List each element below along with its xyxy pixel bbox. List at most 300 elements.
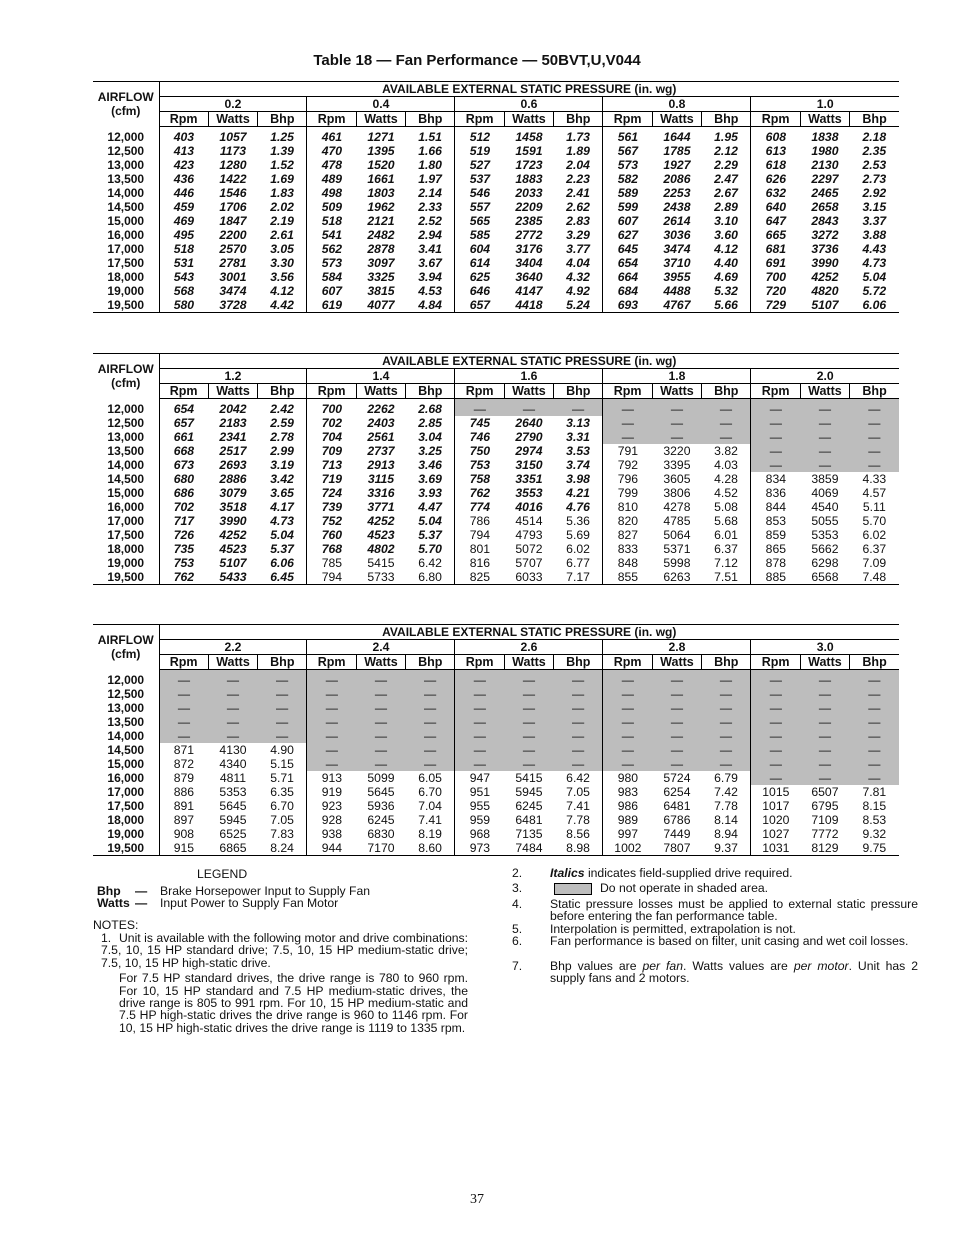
data-cell: 719	[307, 472, 356, 486]
sub-column-header: Rpm	[159, 384, 208, 399]
data-cell: —	[406, 670, 455, 688]
data-cell: 6.77	[566, 556, 590, 570]
data-cell: 3.13	[566, 416, 590, 430]
data-cell: —	[455, 670, 504, 688]
data-cell: 799	[603, 486, 652, 500]
data-cell: —	[356, 701, 405, 715]
data-cell: —	[455, 757, 504, 771]
data-cell: 3.15	[862, 200, 887, 214]
data-cell: —	[751, 701, 800, 715]
table-row	[93, 416, 899, 430]
data-cell: 2042	[219, 402, 247, 416]
data-cell: 897	[159, 813, 208, 827]
pressure-column-header: 3.0	[751, 640, 899, 655]
note-6-text: Fan performance is based on filter, unit casing and wet coil losses.	[550, 934, 909, 948]
data-cell: 1706	[219, 200, 247, 214]
data-cell: 915	[159, 841, 208, 856]
data-cell: 4016	[515, 500, 543, 514]
data-cell: 7.05	[270, 813, 294, 827]
data-cell: —	[406, 701, 455, 715]
data-cell: 792	[603, 458, 652, 472]
data-cell: —	[800, 701, 849, 715]
data-cell: —	[504, 687, 553, 701]
data-cell: 3.31	[566, 430, 590, 444]
data-cell: 702	[307, 416, 356, 430]
data-cell: —	[208, 670, 257, 688]
data-cell: 4252	[219, 528, 247, 542]
data-cell: —	[751, 458, 800, 472]
table-row	[93, 827, 899, 841]
static-pressure-header: AVAILABLE EXTERNAL STATIC PRESSURE (in. wg)	[159, 625, 899, 640]
data-cell: 9.75	[850, 841, 899, 856]
data-cell: 567	[603, 144, 652, 158]
data-cell: 7.48	[850, 570, 899, 585]
data-cell: —	[800, 729, 849, 743]
data-cell: —	[504, 757, 553, 771]
data-cell: 469	[159, 214, 208, 228]
data-cell: 4077	[356, 298, 405, 313]
data-cell: 5099	[367, 771, 395, 785]
data-cell: 5064	[663, 528, 691, 542]
data-cell: 6507	[811, 785, 839, 799]
data-cell: —	[554, 670, 603, 688]
sub-column-header: Bhp	[850, 655, 899, 670]
data-cell: 3097	[367, 256, 395, 270]
data-cell: 413	[159, 144, 208, 158]
data-cell: 871	[159, 743, 208, 757]
data-cell: —	[702, 715, 751, 729]
pressure-column-header: 1.8	[603, 369, 751, 384]
data-cell: 6.70	[270, 799, 294, 813]
data-cell: 5.68	[714, 514, 738, 528]
data-cell: 3859	[811, 472, 839, 486]
data-cell: 7109	[811, 813, 839, 827]
data-cell: 768	[307, 542, 356, 556]
data-cell: 794	[455, 528, 504, 542]
data-cell: 4.92	[566, 284, 590, 298]
airflow-cell: 14,500	[107, 200, 145, 214]
data-cell: 2385	[515, 214, 543, 228]
sub-column-header: Bhp	[554, 384, 603, 399]
data-cell: 1280	[219, 158, 247, 172]
data-cell: 565	[455, 214, 504, 228]
data-cell: 3351	[515, 472, 543, 486]
legend-dash: —	[135, 884, 148, 898]
data-cell: —	[455, 399, 504, 417]
airflow-cell: 12,500	[107, 144, 145, 158]
data-cell: —	[208, 687, 257, 701]
data-cell: 989	[603, 813, 652, 827]
table-row	[93, 127, 899, 145]
data-cell: 3.25	[418, 444, 442, 458]
data-cell: 657	[455, 298, 504, 313]
data-cell: 983	[603, 785, 652, 799]
data-cell: —	[850, 743, 899, 757]
data-cell: 5.37	[418, 528, 442, 542]
data-cell: —	[800, 458, 849, 472]
sub-column-header: Watts	[208, 112, 257, 127]
data-cell: 717	[159, 514, 208, 528]
data-cell: —	[258, 701, 307, 715]
data-cell: 4.73	[270, 514, 294, 528]
data-cell: —	[850, 670, 899, 688]
data-cell: 3272	[811, 228, 839, 242]
airflow-cell: 12,000	[107, 129, 145, 144]
data-cell: —	[554, 757, 603, 771]
data-cell: 5371	[663, 542, 691, 556]
data-cell: 4278	[663, 500, 691, 514]
data-cell: 6.37	[862, 542, 887, 556]
data-cell: —	[850, 458, 899, 472]
data-cell: 891	[159, 799, 208, 813]
sub-column-header: Rpm	[307, 384, 356, 399]
data-cell: 2.73	[862, 172, 887, 186]
data-cell: 1458	[515, 130, 543, 144]
data-cell: 613	[751, 144, 800, 158]
data-cell: 7170	[356, 841, 405, 856]
data-cell: 6.37	[714, 542, 738, 556]
airflow-cell: 14,500	[107, 472, 145, 486]
airflow-cell: 13,000	[107, 158, 145, 172]
data-cell: 844	[751, 500, 800, 514]
sub-column-header: Bhp	[850, 384, 899, 399]
data-cell: 543	[159, 270, 208, 284]
data-cell: 5415	[515, 771, 543, 785]
pressure-column-header: 1.2	[159, 369, 307, 384]
data-cell: 938	[307, 827, 356, 841]
data-cell: 3316	[367, 486, 395, 500]
note-2-number: 2.	[512, 866, 523, 880]
data-cell: —	[307, 743, 356, 757]
data-cell: 3036	[663, 228, 691, 242]
data-cell: 3.67	[418, 256, 442, 270]
data-cell: —	[554, 715, 603, 729]
data-cell: 794	[307, 570, 356, 585]
data-cell: 4514	[515, 514, 543, 528]
sub-column-header: Rpm	[455, 655, 504, 670]
data-cell: 2.02	[270, 200, 294, 214]
data-cell: 1927	[663, 158, 691, 172]
table-row	[93, 500, 899, 514]
data-cell: 4.53	[418, 284, 442, 298]
data-cell: 834	[751, 472, 800, 486]
data-cell: 5724	[663, 771, 691, 785]
airflow-cell: 12,000	[107, 401, 145, 416]
table-row	[93, 670, 899, 688]
data-cell: —	[702, 670, 751, 688]
data-cell: 1027	[751, 827, 800, 841]
data-cell: 752	[307, 514, 356, 528]
airflow-unit: (cfm)	[111, 376, 141, 391]
data-cell: —	[307, 670, 356, 688]
legend-dash: —	[135, 896, 148, 910]
table-row	[93, 841, 899, 856]
sub-column-header: Bhp	[406, 384, 455, 399]
data-cell: 3.93	[418, 486, 442, 500]
data-cell: 3.05	[270, 242, 294, 256]
data-cell: 913	[307, 771, 356, 785]
data-cell: 4.04	[566, 256, 590, 270]
data-cell: —	[850, 771, 899, 785]
data-cell: 8129	[800, 841, 849, 856]
data-cell: 973	[455, 841, 504, 856]
pressure-column-header: 0.6	[455, 97, 603, 112]
data-cell: 3.41	[418, 242, 442, 256]
data-cell: —	[504, 399, 553, 417]
sub-column-header: Watts	[652, 112, 701, 127]
data-cell: 1017	[751, 799, 800, 813]
airflow-cell: 15,000	[107, 486, 145, 500]
data-cell: 997	[603, 827, 652, 841]
data-cell: —	[603, 670, 652, 688]
data-cell: 7.04	[418, 799, 442, 813]
data-cell: 2482	[367, 228, 395, 242]
data-cell: 760	[307, 528, 356, 542]
data-cell: —	[751, 743, 800, 757]
data-cell: —	[307, 757, 356, 771]
airflow-cell: 16,000	[107, 771, 145, 785]
static-pressure-header: AVAILABLE EXTERNAL STATIC PRESSURE (in. wg)	[159, 354, 899, 369]
data-cell: 3325	[367, 270, 395, 284]
data-cell: —	[356, 757, 405, 771]
data-cell: 5.69	[566, 528, 590, 542]
data-cell: —	[652, 729, 701, 743]
sub-column-header: Watts	[800, 655, 849, 670]
data-cell: 7.05	[566, 785, 590, 799]
data-cell: 2438	[663, 200, 691, 214]
data-cell: 833	[603, 542, 652, 556]
data-cell: 6.06	[850, 298, 899, 313]
table-row	[93, 284, 899, 298]
data-cell: 589	[603, 186, 652, 200]
data-cell: 6481	[515, 813, 543, 827]
data-cell: 582	[603, 172, 652, 186]
airflow-cell: 13,000	[107, 430, 145, 444]
airflow-cell: 15,000	[107, 757, 145, 771]
data-cell: 1.69	[270, 172, 294, 186]
legend-watts	[97, 896, 338, 910]
data-cell: 7.09	[862, 556, 887, 570]
data-cell: —	[504, 729, 553, 743]
data-cell: 7.12	[714, 556, 738, 570]
data-cell: 2086	[663, 172, 691, 186]
data-cell: —	[800, 715, 849, 729]
data-cell: 8.53	[862, 813, 887, 827]
data-cell: 4.90	[270, 743, 294, 757]
data-cell: 3955	[663, 270, 691, 284]
data-cell: —	[800, 416, 849, 430]
data-cell: 5.36	[566, 514, 590, 528]
sub-column-header: Watts	[504, 384, 553, 399]
data-cell: 541	[307, 228, 356, 242]
data-cell: 853	[751, 514, 800, 528]
pressure-column-header: 0.2	[159, 97, 307, 112]
airflow-cell: 19,000	[107, 284, 145, 298]
data-cell: 645	[603, 242, 652, 256]
airflow-unit: (cfm)	[111, 647, 141, 662]
data-cell: 2.59	[270, 416, 294, 430]
data-cell: 661	[159, 430, 208, 444]
data-cell: 4.28	[714, 472, 738, 486]
pressure-column-header: 1.6	[455, 369, 603, 384]
data-cell: 7.78	[566, 813, 590, 827]
data-cell: 7.51	[702, 570, 751, 585]
data-cell: —	[258, 687, 307, 701]
data-cell: 2.94	[418, 228, 442, 242]
data-cell: 585	[455, 228, 504, 242]
data-cell: 6786	[663, 813, 691, 827]
data-cell: 3710	[663, 256, 691, 270]
data-cell: 607	[307, 284, 356, 298]
note-7-text-c: . Watts values are	[682, 959, 794, 973]
data-cell: 2.92	[862, 186, 887, 200]
data-cell: 3.19	[270, 458, 294, 472]
data-cell: 944	[307, 841, 356, 856]
data-cell: —	[406, 729, 455, 743]
data-cell: 2878	[367, 242, 395, 256]
data-cell: —	[356, 687, 405, 701]
data-cell: 713	[307, 458, 356, 472]
data-cell: 7807	[652, 841, 701, 856]
data-cell: 2517	[219, 444, 247, 458]
data-cell: 704	[307, 430, 356, 444]
data-cell: —	[603, 701, 652, 715]
data-cell: 640	[751, 200, 800, 214]
airflow-cell: 17,000	[107, 514, 145, 528]
data-cell: —	[603, 430, 652, 444]
data-cell: 5.37	[270, 542, 294, 556]
data-cell: 2.23	[566, 172, 590, 186]
sub-column-header: Watts	[356, 655, 405, 670]
legend-watts-abbr: Watts	[97, 896, 130, 910]
airflow-cell: 19,500	[93, 570, 159, 585]
data-cell: 4252	[367, 514, 395, 528]
data-cell: 6.80	[406, 570, 455, 585]
data-cell: —	[751, 729, 800, 743]
data-cell: 608	[751, 127, 800, 145]
data-cell: 6.79	[714, 771, 738, 785]
data-cell: 5072	[515, 542, 543, 556]
note-2-text: indicates field-supplied drive required.	[584, 866, 793, 880]
data-cell: 3.42	[270, 472, 294, 486]
data-cell: 2913	[367, 458, 395, 472]
data-cell: —	[850, 416, 899, 430]
table-row	[93, 757, 899, 771]
legend-bhp-abbr: Bhp	[97, 884, 121, 898]
data-cell: 7.83	[270, 827, 294, 841]
data-cell: 2403	[367, 416, 395, 430]
table-row	[93, 256, 899, 270]
data-cell: 2.42	[270, 402, 294, 416]
data-cell: 4252	[811, 270, 839, 284]
table-row	[93, 270, 899, 284]
sub-column-header: Watts	[356, 112, 405, 127]
note-1-number: 1.	[101, 931, 112, 945]
data-cell: 2.85	[418, 416, 442, 430]
data-cell: —	[652, 715, 701, 729]
data-cell: 4.42	[258, 298, 307, 313]
data-cell: —	[504, 743, 553, 757]
airflow-cell: 18,000	[107, 270, 145, 284]
sub-column-header: Rpm	[159, 112, 208, 127]
data-cell: —	[356, 670, 405, 688]
data-cell: —	[603, 416, 652, 430]
table-row	[93, 542, 899, 556]
data-cell: 573	[307, 256, 356, 270]
airflow-cell: 19,000	[107, 556, 145, 570]
table-row	[93, 687, 899, 701]
airflow-cell: 12,500	[107, 687, 145, 701]
data-cell: 9.37	[702, 841, 751, 856]
data-cell: 7.78	[714, 799, 738, 813]
data-cell: —	[603, 743, 652, 757]
data-cell: 3115	[367, 472, 395, 486]
data-cell: 791	[603, 444, 652, 458]
legend-bhp-text: Brake Horsepower Input to Supply Fan	[160, 884, 371, 898]
data-cell: 562	[307, 242, 356, 256]
data-cell: 928	[307, 813, 356, 827]
airflow-unit: (cfm)	[111, 104, 141, 119]
pressure-column-header: 0.8	[603, 97, 751, 112]
data-cell: 1.66	[418, 144, 442, 158]
data-cell: 5945	[219, 813, 247, 827]
data-cell: —	[554, 701, 603, 715]
data-cell: —	[751, 399, 800, 417]
data-cell: —	[800, 670, 849, 688]
data-cell: —	[554, 743, 603, 757]
data-cell: 968	[455, 827, 504, 841]
data-cell: 4820	[811, 284, 839, 298]
data-cell: —	[652, 743, 701, 757]
data-cell: 8.60	[406, 841, 455, 856]
airflow-cell: 17,500	[107, 256, 145, 270]
data-cell: 5.04	[862, 270, 887, 284]
data-cell: 573	[603, 158, 652, 172]
data-cell: 885	[751, 570, 800, 585]
data-cell: 1838	[811, 130, 839, 144]
data-cell: 498	[307, 186, 356, 200]
data-cell: 8.56	[566, 827, 590, 841]
data-cell: —	[455, 701, 504, 715]
data-cell: 6.02	[566, 542, 590, 556]
data-cell: 619	[307, 298, 356, 313]
note-3-number: 3.	[512, 881, 523, 895]
data-cell: 4.12	[714, 242, 738, 256]
data-cell: 859	[751, 528, 800, 542]
table-row	[93, 528, 899, 542]
data-cell: —	[800, 757, 849, 771]
data-cell: 3815	[367, 284, 395, 298]
data-cell: —	[504, 715, 553, 729]
data-cell: 7.41	[418, 813, 442, 827]
data-cell: 5998	[663, 556, 691, 570]
data-cell: 686	[159, 486, 208, 500]
table-row	[93, 214, 899, 228]
table-row	[93, 701, 899, 715]
data-cell: —	[356, 715, 405, 729]
data-cell: 5.08	[714, 500, 738, 514]
table-row	[93, 158, 899, 172]
data-cell: —	[702, 757, 751, 771]
data-cell: 3079	[219, 486, 247, 500]
pressure-column-header: 1.0	[751, 97, 899, 112]
data-cell: 746	[455, 430, 504, 444]
data-cell: 7772	[811, 827, 839, 841]
data-cell: 5.32	[714, 284, 738, 298]
pressure-column-header: 2.6	[455, 640, 603, 655]
data-cell: 1.73	[566, 130, 590, 144]
data-cell: 4767	[652, 298, 701, 313]
